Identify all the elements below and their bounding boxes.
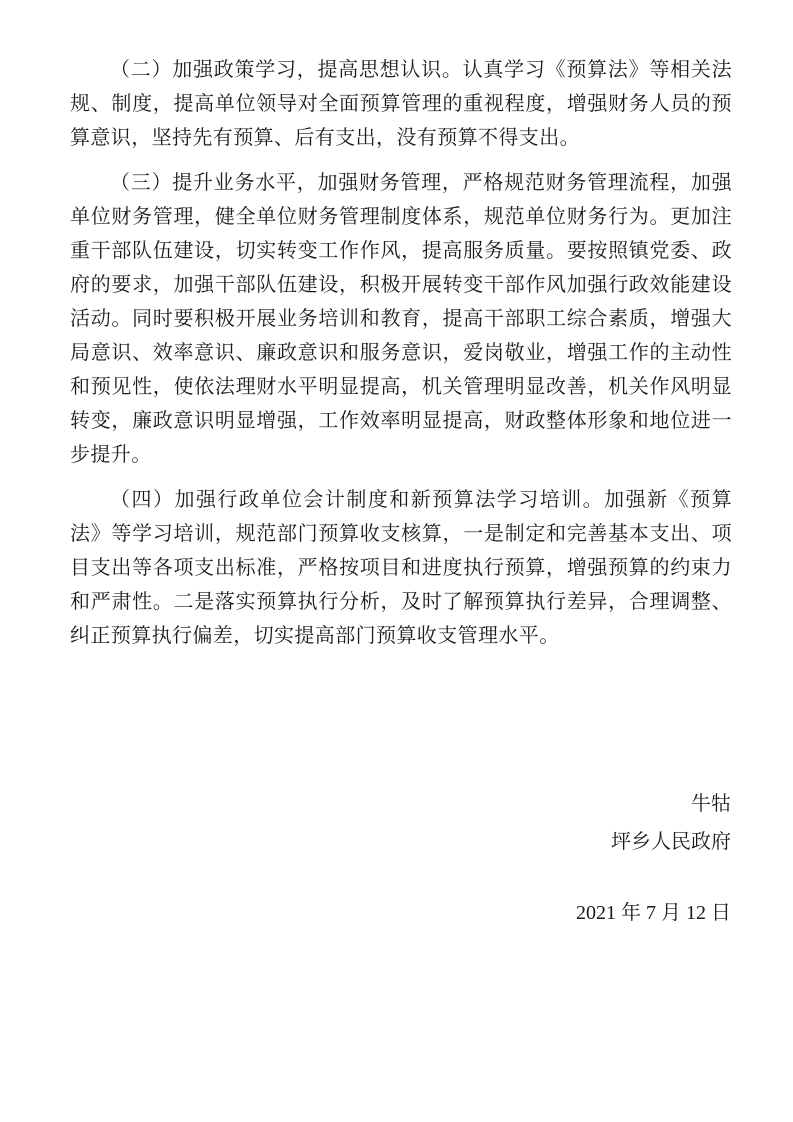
document-date: 2021 年 7 月 12 日 <box>576 902 731 924</box>
document-body <box>70 52 732 663</box>
paragraph-policy-study: （二）加强政策学习，提高思想认识。认真学习《预算法》等相关法规、制度，提高单位领导对全面预算管理的重视程度，增强财务人员的预算意识，坚持先有预算、后有支出，没有预算不得支出。 <box>70 57 732 149</box>
paragraph-accounting-training: （四）加强行政单位会计制度和新预算法学习培训。加强新《预算法》等学习培训，规范部门预算收支核算，一是制定和完善基本支出、项目支出等各项支出标准，严格按项目和进度执行预算，增强预算的约束力和严肃性。二是落实预算执行分析，及时了解预算执行差异，合理调整、纠正预算执行偏差，切实提高部门预算收支管理水平。 <box>70 487 732 647</box>
issuing-organization: 坪乡人民政府 <box>611 829 731 853</box>
signatory-name: 牛牯 <box>691 791 731 815</box>
paragraph-business-level: （三）提升业务水平，加强财务管理，严格规范财务管理流程，加强单位财务管理，健全单位财务管理制度体系，规范单位财务行为。更加注重干部队伍建设，切实转变工作作风，提高服务质量。要按照镇党委、政府的要求，加强干部队伍建设，积极开展转变干部作风加强行政效能建设活动。同时要积极开展业务培训和教育，提高干部职工综合素质，增强大局意识、效率意识、廉政意识和服务意识，爱岗敬业，增强工作的主动性和预见性，使依法理财水平明显提高，机关管理明显改善，机关作风明显转变，廉政意识明显增强，工作效率明显提高，财政整体形象和地位进一步提升。 <box>70 170 732 466</box>
document-closing <box>576 786 731 934</box>
